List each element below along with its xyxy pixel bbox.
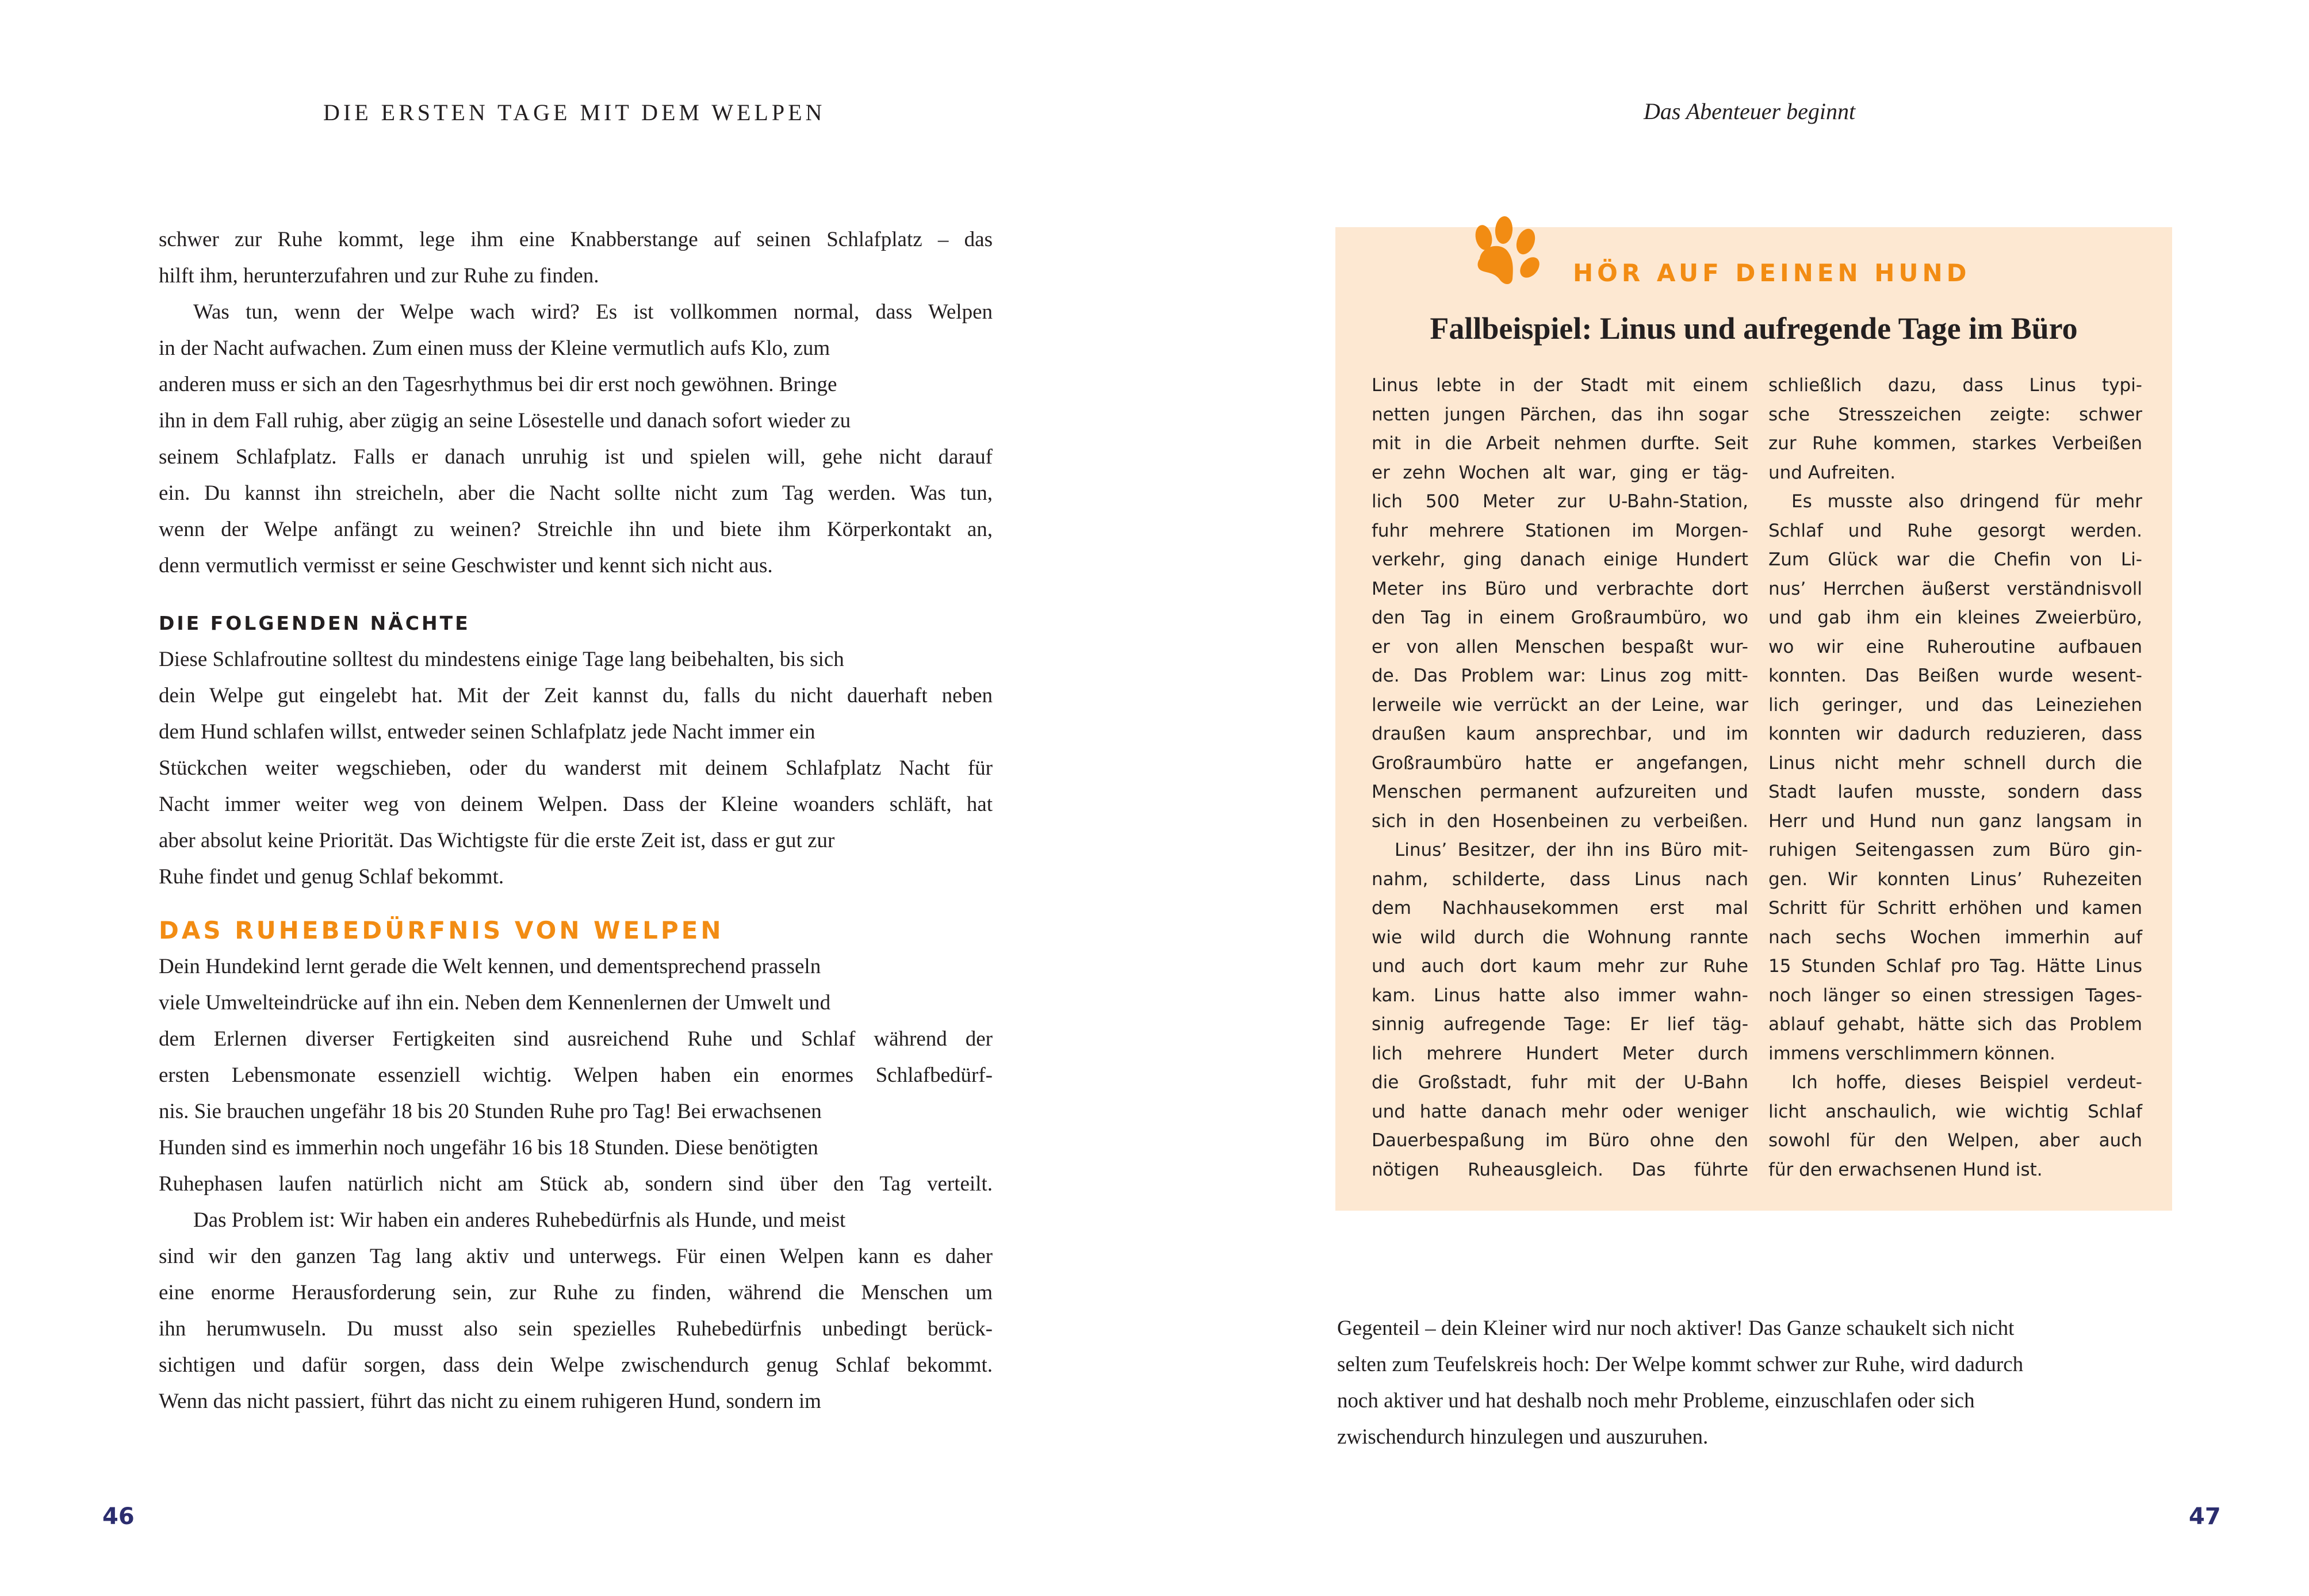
text-line: noch aktiver und hat deshalb noch mehr Probleme, einzuschlafen oder sich <box>1337 1389 1975 1413</box>
text-line: Stadt laufen musste, sondern dass <box>1768 782 2142 802</box>
section-heading-rest-needs: DAS RUHEBEDÜRFNIS VON WELPEN <box>159 916 724 944</box>
text-line: wie wild durch die Wohnung rannte <box>1372 927 1748 948</box>
text-line: sind wir den ganzen Tag lang aktiv und unterwegs. Für einen Welpen kann es daher <box>159 1245 993 1268</box>
text-line: sche Stresszeichen zeigte: schwer <box>1768 404 2142 425</box>
text-line: die Großstadt, fuhr mit der U-Bahn <box>1372 1072 1748 1093</box>
tip-box-title: Fallbeispiel: Linus und aufregende Tage im Büro <box>1430 311 2078 346</box>
text-line: Gegenteil – dein Kleiner wird nur noch aktiver! Das Ganze schaukelt sich nicht <box>1337 1316 2015 1340</box>
text-line: Linus lebte in der Stadt mit einem <box>1372 375 1748 396</box>
text-line: ein. Du kannst ihn streicheln, aber die Nacht sollte nicht zum Tag werden. Was tun, <box>159 481 993 505</box>
text-line: nahm, schilderte, dass Linus nach <box>1372 868 1748 890</box>
nights-paragraph <box>159 641 993 895</box>
text-line: und hatte danach mehr oder weniger <box>1372 1101 1748 1122</box>
text-line: und Aufreiten. <box>1768 462 1896 483</box>
running-head-chapter: DIE ERSTEN TAGE MIT DEM WELPEN <box>323 99 826 125</box>
text-line: viele Umwelteindrücke auf ihn ein. Neben dem Kennenlernen der Umwelt und <box>159 991 831 1015</box>
text-line: ihn herumwuseln. Du musst also sein spezielles Ruhebedürfnis unbedingt berück- <box>159 1317 993 1341</box>
text-line: Schlaf und Ruhe gesorgt werden. <box>1768 520 2142 541</box>
text-line: verkehr, ging danach einige Hundert <box>1372 549 1748 570</box>
text-line: dem Nachhausekommen erst mal <box>1372 898 1748 918</box>
text-line: nus’ Herrchen äußerst verständnisvoll <box>1768 578 2142 599</box>
tip-box-column-2 <box>1768 371 2142 1184</box>
text-line: Linus’ Besitzer, der ihn ins Büro mit- <box>1395 840 1748 860</box>
text-line: fuhr mehrere Stationen im Morgen- <box>1372 520 1748 541</box>
text-line: Nacht immer weiter weg von deinem Welpen. Dass der Kleine woanders schläft, hat <box>159 793 993 816</box>
text-line: licht anschaulich, wie wichtig Schlaf <box>1768 1101 2142 1122</box>
text-line: 15 Stunden Schlaf pro Tag. Hätte Linus <box>1768 956 2142 977</box>
text-line: nach sechs Wochen immerhin auf <box>1768 927 2142 948</box>
text-line: konnten. Das Beißen wurde wesent- <box>1768 665 2142 686</box>
tip-box-column-1 <box>1372 371 1748 1184</box>
text-line: sinnig aufregende Tage: Er lief täg- <box>1372 1014 1748 1035</box>
text-line: mit in die Arbeit nehmen durfte. Seit <box>1372 433 1748 454</box>
text-line: den Tag in einem Großraumbüro, wo <box>1372 607 1748 628</box>
subheading-following-nights: DIE FOLGENDEN NÄCHTE <box>159 612 470 634</box>
text-line: er von allen Menschen bespaßt wur- <box>1372 636 1748 657</box>
text-line: ruhigen Seitengassen zum Büro gin- <box>1768 840 2142 860</box>
text-line: noch länger so einen stressigen Tages- <box>1768 985 2142 1006</box>
text-line: und auch dort kaum mehr zur Ruhe <box>1372 956 1748 977</box>
text-line: Wenn das nicht passiert, führt das nicht zu einem ruhigeren Hund, sondern im <box>159 1390 821 1413</box>
text-line: Herr und Hund nun ganz langsam in <box>1768 810 2142 832</box>
text-line: nis. Sie brauchen ungefähr 18 bis 20 Stunden Ruhe pro Tag! Bei erwachsenen <box>159 1100 822 1123</box>
text-line: hilft ihm, herunterzufahren und zur Ruhe zu finden. <box>159 264 599 288</box>
text-line: schwer zur Ruhe kommt, lege ihm eine Knabberstange auf seinen Schlafplatz – das <box>159 228 993 251</box>
text-line: wo wir eine Ruheroutine aufbauen <box>1768 636 2142 657</box>
text-line: wenn der Welpe anfängt zu weinen? Streichle ihn und biete ihm Körperkontakt an, <box>159 518 993 541</box>
text-line: nötigen Ruheausgleich. Das führte <box>1372 1159 1748 1180</box>
page-number-right: 47 <box>2189 1503 2221 1530</box>
text-line: Dauerbespaßung im Büro ohne den <box>1372 1130 1748 1151</box>
text-line: lich 500 Meter zur U-Bahn-Station, <box>1372 491 1748 512</box>
text-line: eine enorme Herausforderung sein, zur Ruhe zu finden, während die Menschen um <box>159 1281 993 1304</box>
text-line: Ruhe findet und genug Schlaf bekommt. <box>159 865 504 889</box>
text-line: selten zum Teufelskreis hoch: Der Welpe kommt schwer zur Ruhe, wird dadurch <box>1337 1353 2024 1376</box>
text-line: dem Hund schlafen willst, entweder seinen Schlafplatz jede Nacht immer ein <box>159 720 815 744</box>
text-line: netten jungen Pärchen, das ihn sogar <box>1372 404 1748 425</box>
text-line: Großraumbüro hatte er angefangen, <box>1372 752 1748 774</box>
text-line: schließlich dazu, dass Linus typi- <box>1768 375 2142 396</box>
text-line: ablauf gehabt, hätte sich das Problem <box>1768 1014 2142 1035</box>
text-line: lich geringer, und das Leineziehen <box>1768 694 2142 715</box>
intro-paragraphs <box>159 221 993 584</box>
running-head-section: Das Abenteuer beginnt <box>1644 98 1856 124</box>
text-line: kam. Linus hatte also immer wahn- <box>1372 985 1748 1006</box>
text-line: dein Welpe gut eingelebt hat. Mit der Zeit kannst du, falls du nicht dauerhaft neben <box>159 684 993 707</box>
paw-print-icon <box>1469 216 1544 288</box>
text-line: Schritt für Schritt erhöhen und kamen <box>1768 898 2142 918</box>
text-line: Dein Hundekind lernt gerade die Welt kennen, und dementsprechend prasseln <box>159 955 821 978</box>
text-line: zwischendurch hinzulegen und auszuruhen. <box>1337 1425 1709 1449</box>
text-line: immens verschlimmern können. <box>1768 1043 2055 1064</box>
text-line: zur Ruhe kommen, starkes Verbeißen <box>1768 433 2142 454</box>
text-line: sichtigen und dafür sorgen, dass dein Welpe zwischendurch genug Schlaf bekommt. <box>159 1353 993 1377</box>
page-number-left: 46 <box>102 1503 135 1530</box>
text-line: in der Nacht aufwachen. Zum einen muss der Kleine vermutlich aufs Klo, zum <box>159 336 830 360</box>
text-line: gen. Wir konnten Linus’ Ruhezeiten <box>1768 868 2142 890</box>
text-line: Stückchen weiter wegschieben, oder du wanderst mit deinem Schlafplatz Nacht für <box>159 756 993 780</box>
text-line: sowohl für den Welpen, aber auch <box>1768 1130 2142 1151</box>
text-line: Was tun, wenn der Welpe wach wird? Es ist vollkommen normal, dass Welpen <box>193 300 993 324</box>
text-line: draußen kaum ansprechbar, und im <box>1372 724 1748 744</box>
tip-box-kicker: HÖR AUF DEINEN HUND <box>1573 259 1971 287</box>
text-line: anderen muss er sich an den Tagesrhythmus bei dir erst noch gewöhnen. Bringe <box>159 373 837 396</box>
text-line: für den erwachsenen Hund ist. <box>1768 1159 2043 1180</box>
text-line: de. Das Problem war: Linus zog mitt- <box>1372 665 1748 686</box>
text-line: dem Erlernen diverser Fertigkeiten sind ausreichend Ruhe und Schlaf während der <box>159 1027 993 1051</box>
text-line: lerweile wie verrückt an der Leine, war <box>1372 694 1748 715</box>
text-line: Diese Schlafroutine solltest du mindestens einige Tage lang beibehalten, bis sich <box>159 648 844 671</box>
text-line: Es musste also dringend für mehr <box>1791 491 2142 512</box>
text-line: Hunden sind es immerhin noch ungefähr 16 bis 18 Stunden. Diese benötigten <box>159 1136 818 1159</box>
text-line: Menschen permanent aufzureiten und <box>1372 782 1748 802</box>
text-line: lich mehrere Hundert Meter durch <box>1372 1043 1748 1064</box>
text-line: Das Problem ist: Wir haben ein anderes Ruhebedürfnis als Hunde, und meist <box>193 1208 846 1232</box>
text-line: sich in den Hosenbeinen zu verbeißen. <box>1372 810 1748 832</box>
text-line: denn vermutlich vermisst er seine Geschwister und kennt sich nicht aus. <box>159 554 773 577</box>
text-line: Zum Glück war die Chefin von Li- <box>1768 549 2142 570</box>
text-line: Meter ins Büro und verbrachte dort <box>1372 578 1748 599</box>
text-line: konnten wir dadurch reduzieren, dass <box>1768 724 2142 744</box>
rest-needs-paragraphs <box>159 948 993 1419</box>
text-line: seinem Schlafplatz. Falls er danach unruhig ist und spielen will, gehe nicht darauf <box>159 445 993 469</box>
text-line: Linus nicht mehr schnell durch die <box>1768 752 2142 774</box>
left-page-body <box>159 221 993 1419</box>
text-line: er zehn Wochen alt war, ging er täg- <box>1372 462 1748 483</box>
text-line: ersten Lebensmonate essenziell wichtig. Welpen haben ein enormes Schlafbedürf- <box>159 1063 993 1087</box>
text-line: aber absolut keine Priorität. Das Wichtigste für die erste Zeit ist, dass er gut zur <box>159 829 835 852</box>
text-line: Ruhephasen laufen natürlich nicht am Stück ab, sondern sind über den Tag verteilt. <box>159 1172 993 1196</box>
text-line: ihn in dem Fall ruhig, aber zügig an seine Lösestelle und danach sofort wieder zu <box>159 409 851 433</box>
right-page-body <box>1337 1310 2171 1455</box>
text-line: und gab ihm ein kleines Zweierbüro, <box>1768 607 2142 628</box>
text-line: Ich hoffe, dieses Beispiel verdeut- <box>1791 1072 2142 1093</box>
